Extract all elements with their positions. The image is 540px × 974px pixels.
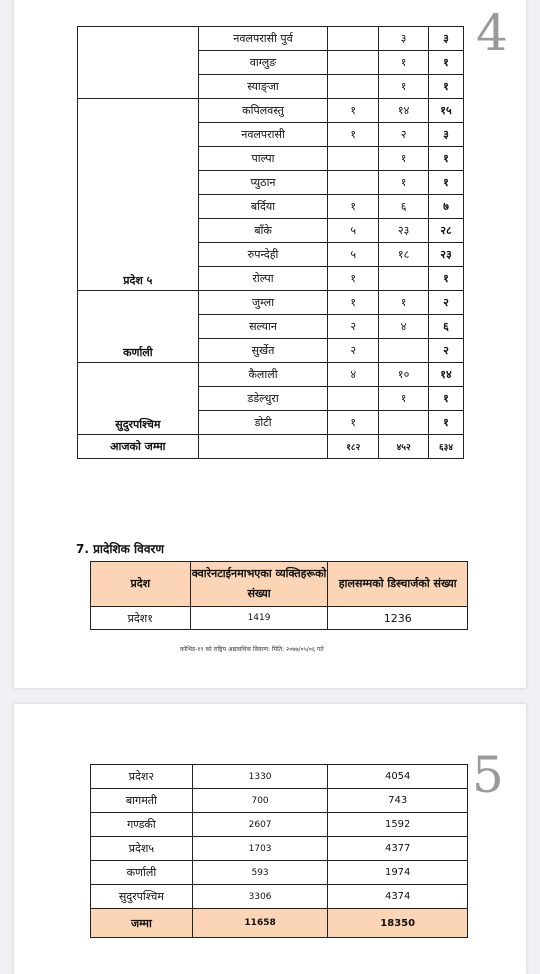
table-header-row	[91, 562, 468, 607]
district-name: प्युठान	[198, 171, 328, 195]
district-name: डोटी	[198, 411, 328, 435]
count-a	[328, 147, 379, 171]
province-name: कर्णाली	[91, 861, 193, 885]
quarantine-count: 2607	[192, 813, 328, 837]
table-row	[91, 861, 468, 885]
header-province: प्रदेश	[91, 562, 191, 607]
quarantine-count: 700	[192, 789, 328, 813]
province-label: सुदुरपश्चिम	[78, 363, 199, 435]
district-name: कपिलवस्तु	[198, 99, 328, 123]
count-b: ३	[379, 27, 429, 51]
discharged-count: 1236	[328, 607, 468, 630]
count-total: २३	[429, 243, 464, 267]
header-quarantine: क्वारेनटाईनमाभएका व्यक्तिहरूको संख्या	[190, 562, 328, 607]
district-name: कैलाली	[198, 363, 328, 387]
province-name: प्रदेश२	[91, 765, 193, 789]
district-name: पाल्पा	[198, 147, 328, 171]
count-b: ६	[379, 195, 429, 219]
province-name: सुदुरपश्चिम	[91, 885, 193, 909]
count-total: ७	[429, 195, 464, 219]
document-page-4	[14, 0, 526, 688]
quarantine-count: 1703	[192, 837, 328, 861]
table-row	[91, 789, 468, 813]
count-b	[379, 339, 429, 363]
table-row	[78, 27, 464, 51]
table-row	[91, 813, 468, 837]
province-cell-empty	[78, 27, 199, 99]
count-a: ५	[328, 219, 379, 243]
page-number: 5	[472, 746, 504, 804]
table-row	[91, 885, 468, 909]
count-a	[328, 51, 379, 75]
count-a: ५	[328, 243, 379, 267]
province-name: प्रदेश१	[91, 607, 191, 630]
count-a: १	[328, 291, 379, 315]
district-name: रुपन्देही	[198, 243, 328, 267]
count-a: १	[328, 99, 379, 123]
regional-summary-table	[90, 561, 468, 630]
table-row	[78, 291, 464, 315]
count-total: २	[429, 339, 464, 363]
document-page-5	[14, 704, 526, 974]
table-row	[91, 765, 468, 789]
footnote: कोभिड-१९ को राष्ट्रिय अद्यावधिक विवरण: मिति: २०७७/०५/०६ गते	[180, 646, 324, 653]
district-cases-table	[77, 26, 464, 459]
district-name: सुर्खेत	[198, 339, 328, 363]
count-b: १	[379, 51, 429, 75]
district-name: बर्दिया	[198, 195, 328, 219]
district-name: सल्यान	[198, 315, 328, 339]
total-b: ४५२	[379, 435, 429, 459]
count-a: २	[328, 315, 379, 339]
count-b: १	[379, 387, 429, 411]
regional-summary-table-continued	[90, 764, 468, 938]
count-total: २	[429, 291, 464, 315]
count-b	[379, 411, 429, 435]
total-discharged: 18350	[328, 909, 468, 938]
count-b: १	[379, 147, 429, 171]
province-label: प्रदेश ५	[78, 99, 199, 291]
count-total: १	[429, 411, 464, 435]
count-total: १	[429, 147, 464, 171]
total-a: १८२	[328, 435, 379, 459]
count-total: १	[429, 267, 464, 291]
count-a	[328, 75, 379, 99]
quarantine-count: 3306	[192, 885, 328, 909]
table-row	[91, 607, 468, 630]
count-a: ४	[328, 363, 379, 387]
discharged-count: 743	[328, 789, 468, 813]
province-name: बागमती	[91, 789, 193, 813]
discharged-count: 4377	[328, 837, 468, 861]
count-b: १८	[379, 243, 429, 267]
section-title: 7. प्रादेशिक विवरण	[76, 542, 165, 556]
district-name: रोल्पा	[198, 267, 328, 291]
quarantine-count: 1419	[190, 607, 328, 630]
count-a: १	[328, 411, 379, 435]
count-b: १	[379, 171, 429, 195]
count-a	[328, 27, 379, 51]
count-a: १	[328, 267, 379, 291]
province-label: कर्णाली	[78, 291, 199, 363]
discharged-count: 1592	[328, 813, 468, 837]
count-b: २	[379, 123, 429, 147]
count-total: १	[429, 171, 464, 195]
total-grand: ६३४	[429, 435, 464, 459]
count-b: ४	[379, 315, 429, 339]
district-name: डडेल्धुरा	[198, 387, 328, 411]
district-name: वाग्लुङ	[198, 51, 328, 75]
count-total: ३	[429, 123, 464, 147]
count-total: ३	[429, 27, 464, 51]
discharged-count: 4054	[328, 765, 468, 789]
count-total: ६	[429, 315, 464, 339]
count-a: १	[328, 123, 379, 147]
quarantine-count: 593	[192, 861, 328, 885]
table-row	[78, 363, 464, 387]
quarantine-count: 1330	[192, 765, 328, 789]
table-row	[78, 99, 464, 123]
page-number: 4	[476, 4, 508, 62]
district-name: जुम्ला	[198, 291, 328, 315]
count-a: १	[328, 195, 379, 219]
count-total: १५	[429, 99, 464, 123]
total-quarantine: 11658	[192, 909, 328, 938]
count-total: १४	[429, 363, 464, 387]
province-name: गण्डकी	[91, 813, 193, 837]
discharged-count: 4374	[328, 885, 468, 909]
total-row	[78, 435, 464, 459]
total-empty	[198, 435, 328, 459]
count-total: १	[429, 75, 464, 99]
count-b: १	[379, 75, 429, 99]
district-name: स्याङ्जा	[198, 75, 328, 99]
district-name: नवलपरासी	[198, 123, 328, 147]
table-row	[91, 837, 468, 861]
discharged-count: 1974	[328, 861, 468, 885]
total-label: जम्मा	[91, 909, 193, 938]
header-discharged: हालसम्मको डिस्चार्जको संख्या	[328, 562, 468, 607]
count-total: १	[429, 387, 464, 411]
district-name: बाँके	[198, 219, 328, 243]
district-name: नवलपरासी पुर्व	[198, 27, 328, 51]
province-name: प्रदेश५	[91, 837, 193, 861]
count-b: १	[379, 291, 429, 315]
count-b: १४	[379, 99, 429, 123]
count-b: १०	[379, 363, 429, 387]
count-b	[379, 267, 429, 291]
count-total: १	[429, 51, 464, 75]
count-a: २	[328, 339, 379, 363]
total-row	[91, 909, 468, 938]
count-b: २३	[379, 219, 429, 243]
total-label: आजको जम्मा	[78, 435, 199, 459]
count-total: २८	[429, 219, 464, 243]
count-a	[328, 171, 379, 195]
count-a	[328, 387, 379, 411]
